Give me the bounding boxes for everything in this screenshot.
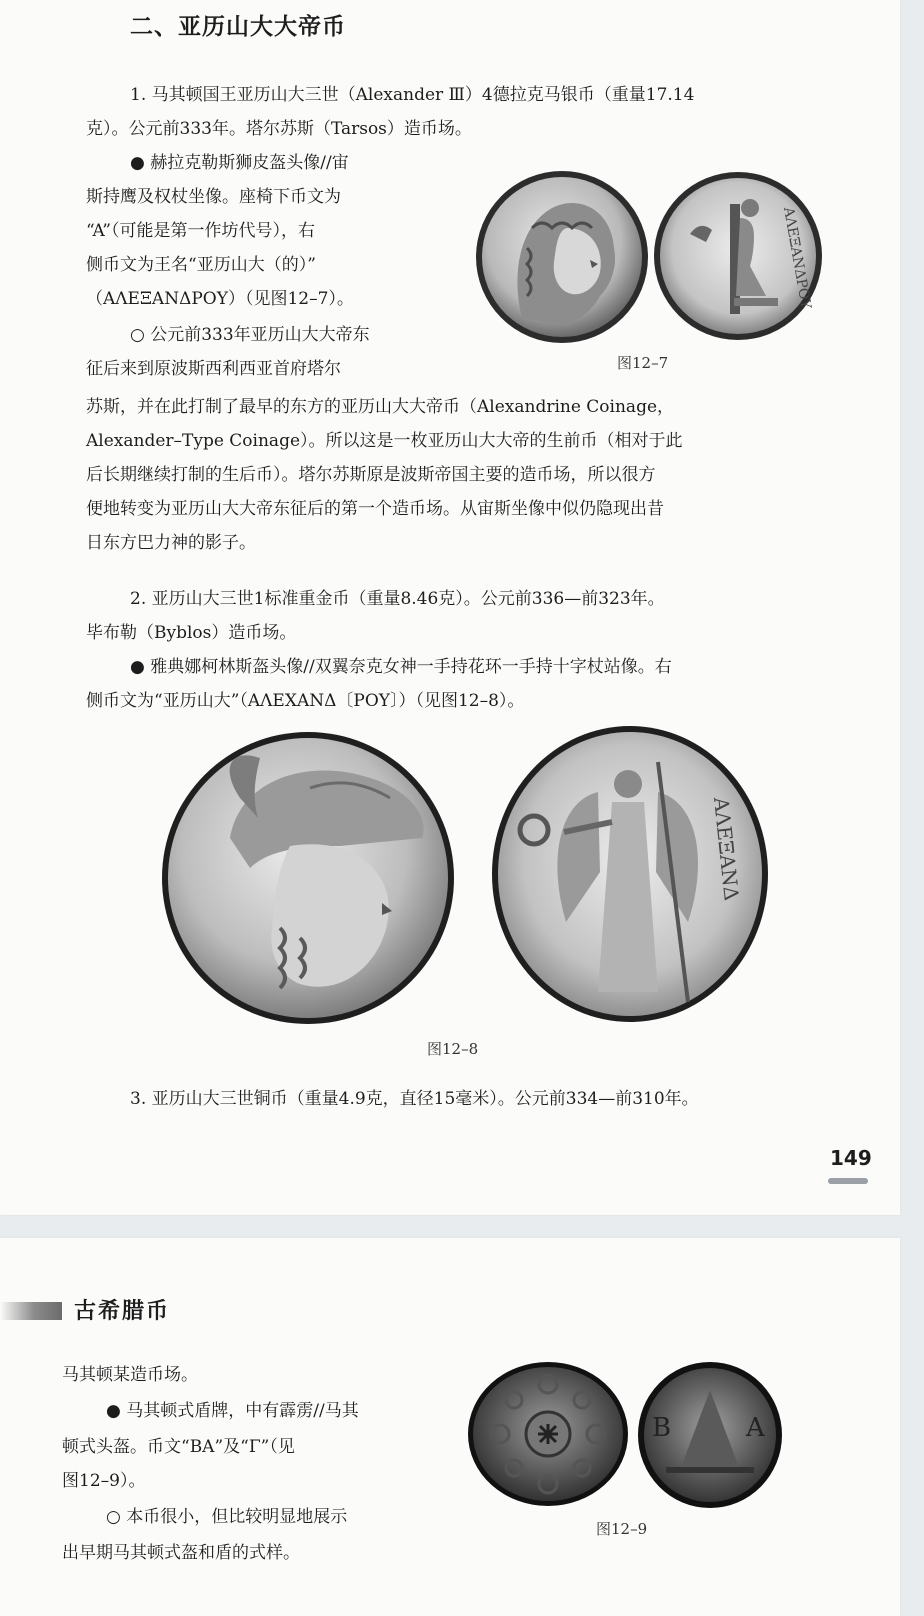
paragraph-line: 苏斯，并在此打制了最早的东方的亚历山大大帝币（Alexandrine Coinage， <box>86 397 675 417</box>
paragraph-line: （ΑΛΕΞΑΝΔΡΟΥ）（见图12–7）。 <box>86 289 354 309</box>
paragraph-line: ● 赫拉克勒斯狮皮盔头像//宙 <box>130 153 349 173</box>
book-page-150 <box>0 1238 900 1616</box>
paragraph-line: 图12–9）。 <box>62 1471 146 1491</box>
paragraph-line: 马其顿某造币场。 <box>62 1365 198 1385</box>
coin-12-9-reverse-image <box>636 1360 784 1510</box>
coin-12-8-obverse-image <box>160 728 456 1028</box>
paragraph-line: ● 雅典娜柯林斯盔头像//双翼奈克女神一手持花环一手持十字杖站像。右 <box>130 657 672 677</box>
coin-12-7-obverse-image <box>472 168 652 346</box>
paragraph-line: 2. 亚历山大三世1标准重金币（重量8.46克）。公元前336—前323年。 <box>130 589 665 609</box>
paragraph-line: 1. 马其顿国王亚历山大三世（Alexander Ⅲ）4德拉克马银币（重量17.14 <box>130 85 695 105</box>
paragraph-line: 毕布勒（Byblos）造币场。 <box>86 623 297 643</box>
figure-caption-12-9: 图12–9 <box>596 1520 648 1538</box>
coin-legend-12-7: ΑΛΕΞΑΝΔΡΟΥ <box>780 205 814 311</box>
paragraph-line: ● 马其顿式盾牌，中有霹雳//马其 <box>106 1401 359 1421</box>
coin-12-9-obverse-image <box>466 1360 630 1508</box>
coin-12-8-reverse-image <box>488 722 772 1026</box>
paragraph-line: 侧币文为王名“亚历山大（的）” <box>86 255 316 275</box>
paragraph-line: ○ 公元前333年亚历山大大帝东 <box>130 325 370 345</box>
paragraph-line: ○ 本币很小，但比较明显地展示 <box>106 1507 348 1527</box>
paragraph-line: 克）。公元前333年。塔尔苏斯（Tarsos）造币场。 <box>86 119 472 139</box>
running-header-bar <box>0 1302 62 1320</box>
coin-letter-a: Α <box>746 1413 765 1443</box>
coin-12-7-reverse-image <box>650 168 826 344</box>
coin-letter-b: Β <box>652 1413 672 1443</box>
paragraph-line: “A”（可能是第一作坊代号），右 <box>86 221 315 241</box>
running-header: 古希腊币 <box>74 1299 171 1324</box>
paragraph-line: 日东方巴力神的影子。 <box>86 533 256 553</box>
paragraph-line: 后长期继续打制的生后币）。塔尔苏斯原是波斯帝国主要的造币场，所以很方 <box>86 465 656 485</box>
section-title: 二、亚历山大大帝币 <box>130 14 346 40</box>
paragraph-line: 征后来到原波斯西利西亚首府塔尔 <box>86 359 341 379</box>
paragraph-line: 3. 亚历山大三世铜币（重量4.9克，直径15毫米）。公元前334—前310年。 <box>130 1089 699 1109</box>
figure-caption-12-8: 图12–8 <box>427 1040 479 1058</box>
page-number: 149 <box>830 1146 872 1170</box>
paragraph-line: 便地转变为亚历山大大帝东征后的第一个造币场。从宙斯坐像中似仍隐现出昔 <box>86 499 664 519</box>
paragraph-line: Alexander–Type Coinage）。所以这是一枚亚历山大大帝的生前币（相对于此 <box>86 431 683 451</box>
paragraph-line: 斯持鹰及权杖坐像。座椅下币文为 <box>86 187 341 207</box>
paragraph-line: 顿式头盔。币文“ΒΑ”及“Γ”（见 <box>62 1437 295 1457</box>
coin-legend-12-8: ΑΛΕΞΑΝΔ <box>709 796 744 902</box>
figure-caption-12-7: 图12–7 <box>617 354 669 372</box>
paragraph-line: 侧币文为“亚历山大”（ΑΛΕΧΑΝΔ〔ΡΟΥ〕）（见图12–8）。 <box>86 691 525 711</box>
page-number-bar <box>828 1178 868 1184</box>
paragraph-line: 出早期马其顿式盔和盾的式样。 <box>62 1543 300 1563</box>
